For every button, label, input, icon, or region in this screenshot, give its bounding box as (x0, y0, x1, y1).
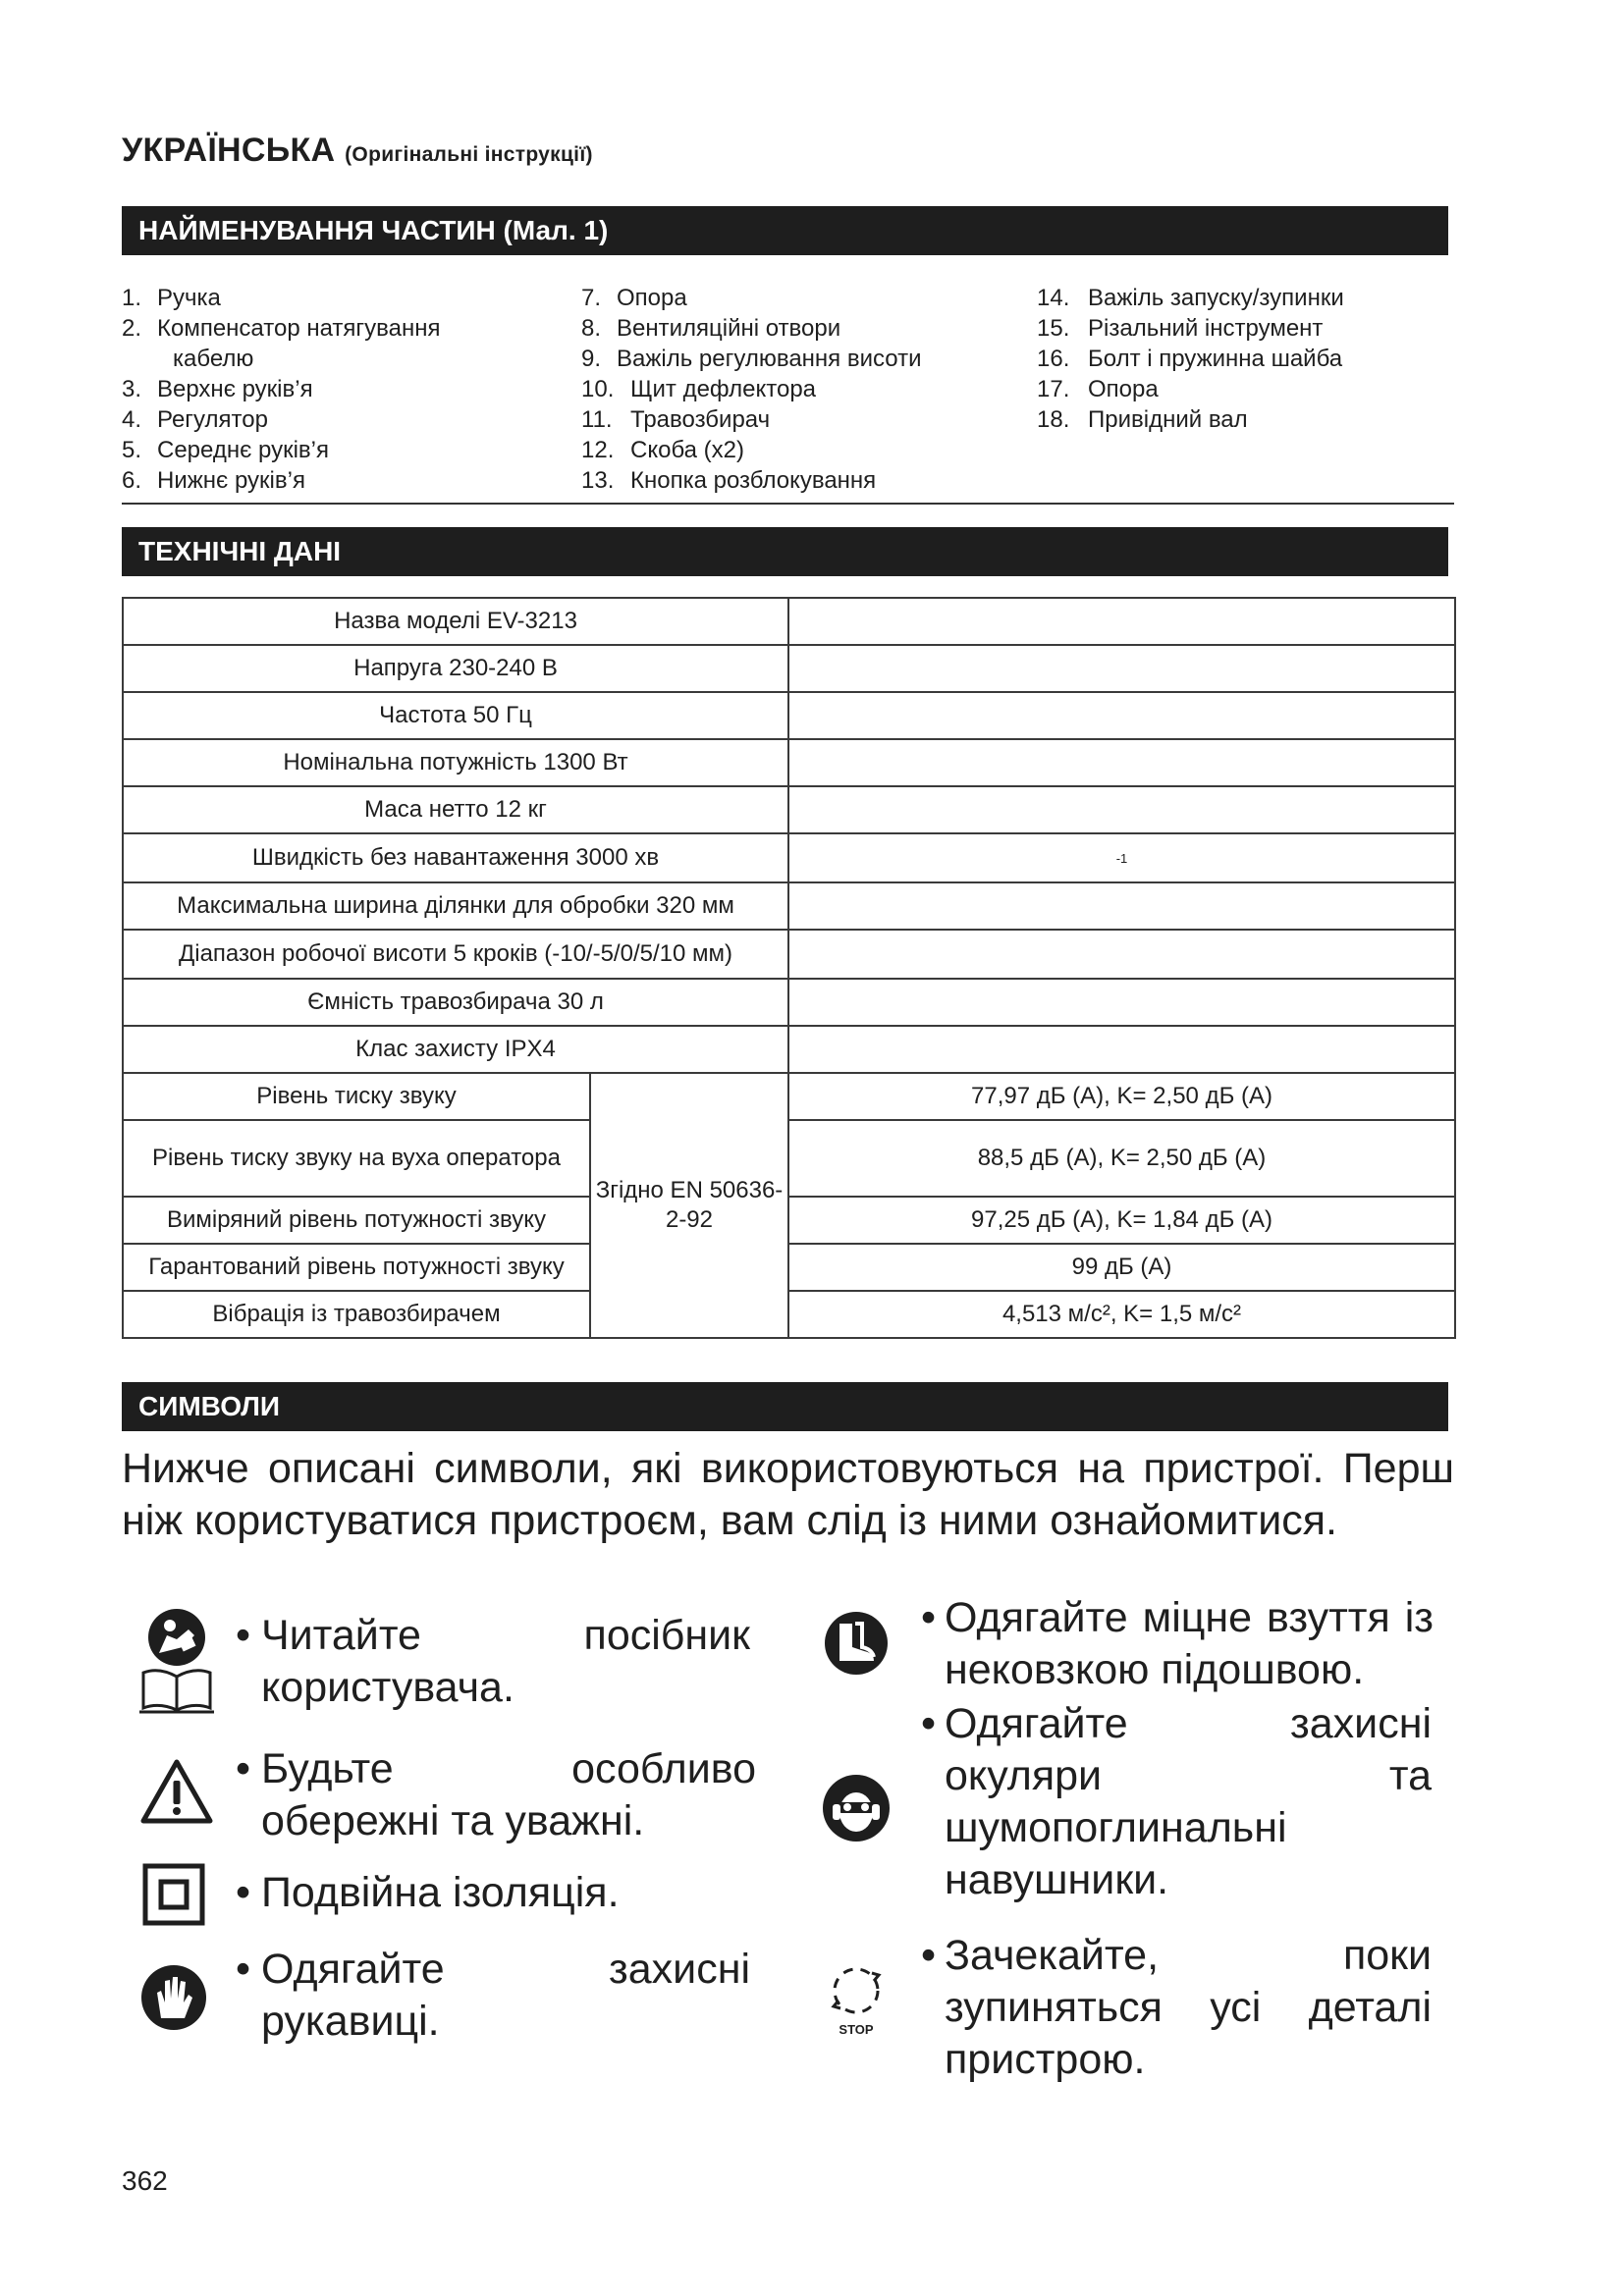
symbol-text-double-insulation: Подвійна ізоляція. (261, 1869, 620, 1916)
table-row (123, 692, 1455, 739)
list-item: 2. Компенсатор натягування (122, 315, 441, 342)
list-item: 13. Кнопка розблокування (581, 467, 877, 494)
table-row (123, 598, 1455, 645)
spec-value (788, 598, 1455, 645)
list-item: 6. Нижнє руків’я (122, 467, 305, 494)
bullet: • (236, 1869, 251, 1916)
warning-triangle-icon (139, 1757, 214, 1831)
spec-value (788, 786, 1455, 833)
table-row (123, 1026, 1455, 1073)
spec-label: Частота 50 Гц (123, 692, 788, 739)
list-item: 4. Регулятор (122, 406, 268, 433)
spec-value (788, 645, 1455, 692)
table-row (123, 833, 1455, 882)
language-title: УКРАЇНСЬКА (122, 132, 336, 169)
table-row (123, 1120, 1455, 1197)
list-item: 14. Важіль запуску/зупинки (1037, 285, 1344, 311)
specs-table (122, 597, 1456, 1339)
list-item: 17. Опора (1037, 376, 1159, 402)
parts-list-col1 (122, 283, 440, 496)
parts-section-title: НАЙМЕНУВАННЯ ЧАСТИН (Мал. 1) (122, 206, 1448, 255)
list-item: 15. Різальний інструмент (1037, 315, 1324, 342)
spec-value: 97,25 дБ (A), K= 1,84 дБ (A) (788, 1197, 1455, 1244)
parts-list-col3 (1037, 283, 1344, 435)
list-item: 16. Болт і пружинна шайба (1037, 346, 1343, 372)
bullet: • (236, 1612, 251, 1659)
spec-label: Напруга 230-240 В (123, 645, 788, 692)
spec-value: -1 (788, 833, 1455, 882)
parts-list-col2 (581, 283, 922, 496)
spec-label: Виміряний рівень потужності звуку (123, 1197, 590, 1244)
list-item: 1. Ручка (122, 285, 221, 311)
spec-label: Маса нетто 12 кг (123, 786, 788, 833)
list-item: 7. Опора (581, 285, 687, 311)
spec-value (788, 979, 1455, 1026)
table-row (123, 1291, 1455, 1338)
table-row (123, 1073, 1455, 1120)
list-item: кабелю (173, 346, 254, 372)
list-item: 9. Важіль регулювання висоти (581, 346, 922, 372)
wait-stop-icon (825, 1963, 888, 2043)
bullet: • (921, 1700, 937, 1747)
table-row (123, 1197, 1455, 1244)
standard-cell: Згідно EN 50636-2-92 (590, 1073, 788, 1338)
list-item: 10. Щит дефлектора (581, 376, 817, 402)
stop-label: STOP (839, 2022, 874, 2037)
symbol-text-boots: Одягайте міцне взуття із нековзкою підошвою. (945, 1594, 1434, 1693)
bullet: • (236, 1745, 251, 1792)
symbol-text-goggles: Одягайте захисні окуляри та шумопоглинальні навушники. (945, 1700, 1432, 1903)
spec-value (788, 1026, 1455, 1073)
list-item: 18. Привідний вал (1037, 406, 1248, 433)
bullet: • (921, 1932, 937, 1979)
spec-value: 99 дБ (A) (788, 1244, 1455, 1291)
table-row (123, 882, 1455, 930)
bullet: • (236, 1946, 251, 1993)
spec-label: Ємність травозбирача 30 л (123, 979, 788, 1026)
spec-value (788, 930, 1455, 979)
spec-label: Рівень тиску звуку (123, 1073, 590, 1120)
read-manual-icon (137, 1606, 216, 1721)
page-number: 362 (122, 2165, 168, 2196)
double-insulation-icon (142, 1863, 205, 1931)
spec-label: Клас захисту IPX4 (123, 1026, 788, 1073)
gloves-icon (139, 1963, 208, 2037)
spec-label: Рівень тиску звуку на вуха оператора (123, 1120, 590, 1197)
spec-value: 88,5 дБ (A), K= 2,50 дБ (A) (788, 1120, 1455, 1197)
specs-section-title: ТЕХНІЧНІ ДАНІ (122, 527, 1448, 576)
symbol-text-gloves: Одягайте захисні рукавиці. (261, 1946, 750, 2045)
table-row (123, 930, 1455, 979)
list-item: 8. Вентиляційні отвори (581, 315, 841, 342)
table-row (123, 979, 1455, 1026)
symbol-text-caution: Будьте особливо обережні та уважні. (261, 1745, 756, 1844)
spec-label: Гарантований рівень потужності звуку (123, 1244, 590, 1291)
spec-label: Назва моделі EV-3213 (123, 598, 788, 645)
spec-label: Діапазон робочої висоти 5 кроків (-10/-5/0/5/10 мм) (123, 930, 788, 979)
spec-value (788, 882, 1455, 930)
list-item: 3. Верхнє руків’я (122, 376, 313, 402)
table-row (123, 739, 1455, 786)
symbols-section-title: СИМВОЛИ (122, 1382, 1448, 1431)
page-language-heading (122, 132, 593, 170)
list-item: 12. Скоба (x2) (581, 437, 744, 463)
goggles-earmuffs-icon (821, 1773, 892, 1848)
spec-label: Швидкість без навантаження 3000 хв (123, 833, 788, 882)
language-subtitle: (Оригінальні інструкції) (345, 143, 593, 166)
bullet: • (921, 1594, 937, 1641)
table-row (123, 786, 1455, 833)
symbol-text-read-manual: Читайте посібник користувача. (261, 1612, 750, 1711)
list-item: 11. Травозбирач (581, 406, 771, 433)
spec-label: Максимальна ширина ділянки для обробки 320 мм (123, 882, 788, 930)
spec-value: 4,513 м/с², K= 1,5 м/с² (788, 1291, 1455, 1338)
spec-value (788, 692, 1455, 739)
symbol-text-wait: Зачекайте, поки зупиняться усі деталі пристрою. (945, 1932, 1432, 2083)
spec-value (788, 739, 1455, 786)
spec-label: Номінальна потужність 1300 Вт (123, 739, 788, 786)
table-row (123, 1244, 1455, 1291)
table-row (123, 645, 1455, 692)
spec-value: 77,97 дБ (A), K= 2,50 дБ (A) (788, 1073, 1455, 1120)
list-item: 5. Середнє руків’я (122, 437, 330, 463)
safety-boots-icon (823, 1610, 890, 1682)
section-divider (122, 503, 1454, 505)
symbols-intro: Нижче описані символи, які використовуються на пристрої. Перш ніж користуватися пристроєм, вам слід із ними ознайомитися. (122, 1445, 1454, 1544)
spec-label: Вібрація із травозбирачем (123, 1291, 590, 1338)
